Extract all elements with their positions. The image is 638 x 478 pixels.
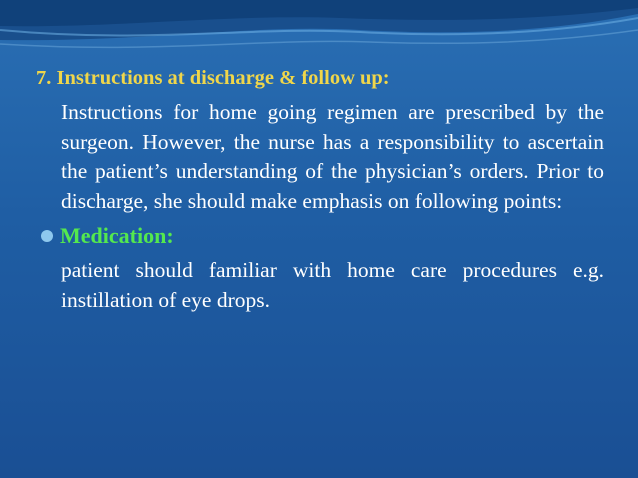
- bullet-dot-icon: [41, 230, 53, 242]
- bullet-item-medication: [36, 220, 604, 252]
- slide-heading: 7. Instructions at discharge & follow up:: [36, 67, 390, 89]
- discharge-paragraph: Instructions for home going regimen are prescribed by the surgeon. However, the nurse has a responsibility to ascertain the patient’s understanding of the physician’s orders. Prior to discharge, she should make emphasis on following points:: [61, 100, 604, 213]
- header-wave-decoration: [0, 0, 638, 60]
- bullet-label: Medication:: [60, 223, 174, 249]
- medication-paragraph: patient should familiar with home care procedures e.g. instillation of eye drops.: [61, 258, 604, 312]
- slide-content: [36, 64, 604, 316]
